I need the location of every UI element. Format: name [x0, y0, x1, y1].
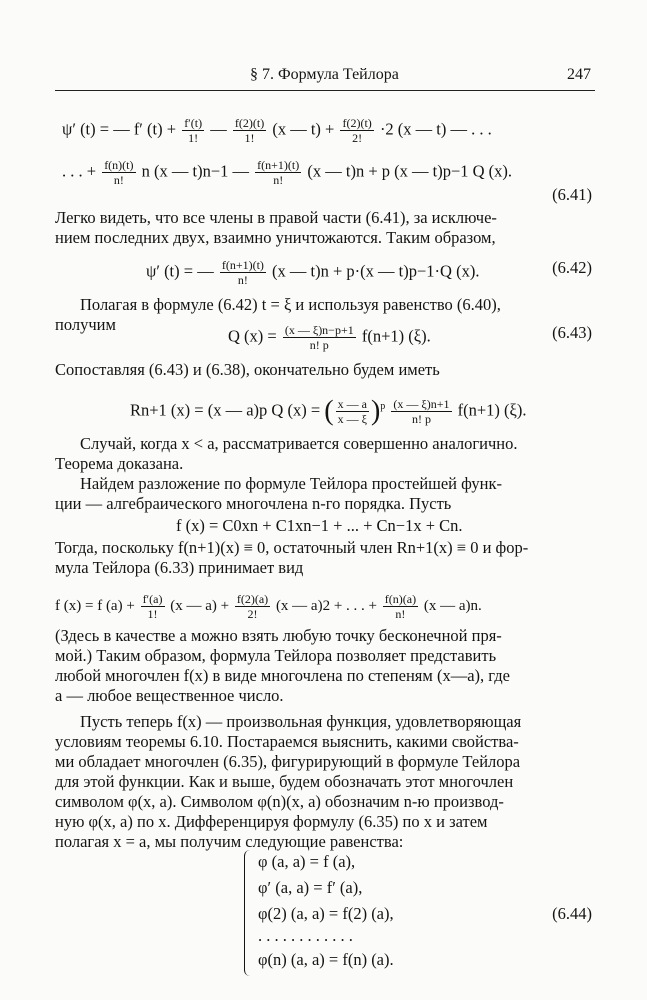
frac-num: f(n+1)(t)	[221, 258, 264, 272]
frac-den: 1!	[233, 130, 266, 145]
system-row: φ(n) (a, a) = f(n) (a).	[258, 950, 394, 969]
eq-641-line1	[62, 116, 492, 145]
frac-num: f(2)(a)	[236, 592, 269, 606]
frac-den: x — ξ	[337, 412, 367, 427]
eq-rem-start: Rn+1 (x) = (x — a)p Q (x) =	[130, 400, 321, 420]
text-line: a — любое вещественное число.	[55, 686, 284, 705]
text-line: Полагая в формуле (6.42) t = ξ и используя равенство (6.40),	[80, 295, 501, 314]
paren-open: (	[324, 395, 334, 427]
frac	[391, 397, 451, 426]
frac-num: f(n)(t)	[104, 158, 134, 172]
eq-641-minus: —	[210, 119, 227, 139]
eq-642-start: ψ′ (t) = —	[146, 261, 214, 281]
eq-643-end: f(n+1) (ξ).	[361, 326, 431, 346]
frac	[336, 397, 369, 426]
text-line: получим	[55, 315, 116, 334]
frac-den: n! p	[391, 411, 451, 426]
eq-number: (6.43)	[552, 323, 592, 342]
frac	[383, 592, 418, 621]
eq-number: (6.42)	[552, 258, 592, 277]
system-brace	[244, 850, 253, 976]
header-title: § 7. Формула Тейлора	[250, 66, 399, 83]
frac-num: f′(t)	[184, 116, 203, 130]
frac-num: f(2)(t)	[342, 116, 372, 130]
text-line: символом φ(x, a). Символом φ(n)(x, a) обозначим n-ю производ-	[55, 792, 504, 811]
frac-num: f(n)(a)	[384, 592, 417, 606]
page-number: 247	[567, 66, 591, 83]
text-line: Случай, когда x < a, рассматривается совершенно аналогично.	[80, 434, 518, 453]
eq-polynomial: f (x) = C0xn + C1xn−1 + ... + Cn−1x + Cn.	[176, 516, 463, 535]
frac	[340, 116, 373, 145]
eq-number: (6.44)	[552, 904, 592, 923]
eq-643	[228, 323, 431, 352]
power: p	[380, 401, 386, 412]
eq-taylor-start: f (x) = f (a) +	[55, 597, 135, 614]
text-line: Теорема доказана.	[55, 454, 184, 473]
eq-641-start: ψ′ (t) = — f′ (t) +	[62, 119, 177, 139]
eq-642	[146, 258, 479, 287]
frac-den: n!	[102, 172, 135, 187]
frac	[141, 592, 165, 621]
eq-taylor	[55, 592, 482, 621]
eq-remainder	[130, 397, 527, 426]
text-line: любой многочлен f(x) в виде многочлена по степеням (x—a), где	[55, 666, 510, 685]
text-line: Найдем разложение по формуле Тейлора простейшей функ-	[80, 474, 502, 493]
frac-den: n! p	[283, 337, 356, 352]
eq-taylor-mid: (x — a) +	[170, 597, 230, 614]
system-row: . . . . . . . . . . . .	[258, 926, 353, 945]
frac	[233, 116, 266, 145]
paren-close: )	[370, 395, 381, 427]
eq-641-mid2: n (x — t)n−1 —	[141, 161, 250, 181]
eq-taylor-end: (x — a)n.	[423, 597, 482, 614]
frac-num: f(2)(t)	[234, 116, 265, 130]
text-line: ми обладает многочлен (6.35), фигурирующий в формуле Тейлора	[55, 752, 521, 771]
frac	[102, 158, 135, 187]
eq-641-end2: (x — t)n + p (x — t)p−1 Q (x).	[307, 161, 513, 181]
frac-den: 1!	[141, 606, 165, 621]
eq-643-start: Q (x) =	[228, 326, 277, 346]
frac	[283, 323, 356, 352]
text-line: для этой функции. Как и выше, будем обозначать этот многочлен	[55, 772, 514, 791]
system-row: φ′ (a, a) = f′ (a),	[258, 878, 363, 897]
frac-num: (x — ξ)n+1	[393, 397, 450, 412]
frac	[235, 592, 270, 621]
frac-num: f(n+1)(t)	[257, 158, 300, 172]
text-line: Легко видеть, что все члены в правой части (6.41), за исключе-	[55, 208, 497, 227]
frac	[220, 258, 266, 287]
frac	[182, 116, 204, 145]
text-line: Сопоставляя (6.43) и (6.38), окончательно будем иметь	[55, 360, 440, 379]
text-line: условиям теоремы 6.10. Постараемся выяснить, какими свойства-	[55, 732, 519, 751]
frac	[255, 158, 301, 187]
text-line: мой.) Таким образом, формула Тейлора позволяет представить	[55, 646, 497, 665]
eq-rem-end: f(n+1) (ξ).	[457, 400, 527, 420]
text-line: нием последних двух, взаимно уничтожаются. Таким образом,	[55, 228, 496, 247]
eq-641-line2	[62, 158, 512, 187]
eq-641-end: ·2 (x — t) — . . .	[379, 119, 492, 139]
frac-den: 1!	[182, 130, 204, 145]
text-line: ную φ(x, a) по x. Дифференцируя формулу (6.35) по x и затем	[55, 812, 488, 831]
text-line: Пусть теперь f(x) — произвольная функция, удовлетворяющая	[80, 712, 522, 731]
eq-taylor-mid2: (x — a)2 + . . . +	[275, 597, 378, 614]
frac-num: (x — ξ)n−p+1	[284, 323, 354, 337]
eq-number: (6.41)	[552, 185, 592, 204]
header-rule	[55, 90, 595, 91]
text-line: ции — алгебраического многочлена n-го порядка. Пусть	[55, 494, 452, 513]
text-line: Тогда, поскольку f(n+1)(x) ≡ 0, остаточный член Rn+1(x) ≡ 0 и фор-	[55, 538, 529, 557]
running-header	[0, 64, 647, 88]
frac-num: x — a	[337, 397, 367, 412]
eq-641-start2: . . . +	[62, 161, 97, 181]
system-row: φ(2) (a, a) = f(2) (a),	[258, 904, 394, 923]
frac-den: 2!	[340, 130, 373, 145]
eq-641-mid: (x — t) +	[272, 119, 335, 139]
frac-den: 2!	[235, 606, 270, 621]
frac-num: f′(a)	[142, 592, 163, 606]
text-line: (Здесь в качестве a можно взять любую точку бесконечной пря-	[55, 626, 502, 645]
eq-642-end: (x — t)n + p·(x — t)p−1·Q (x).	[272, 261, 480, 281]
frac-den: n!	[255, 172, 301, 187]
frac-den: n!	[383, 606, 418, 621]
text-line: полагая x = a, мы получим следующие равенства:	[55, 832, 404, 851]
text-line: мула Тейлора (6.33) принимает вид	[55, 558, 304, 577]
system-row: φ (a, a) = f (a),	[258, 852, 356, 871]
frac-den: n!	[220, 272, 266, 287]
